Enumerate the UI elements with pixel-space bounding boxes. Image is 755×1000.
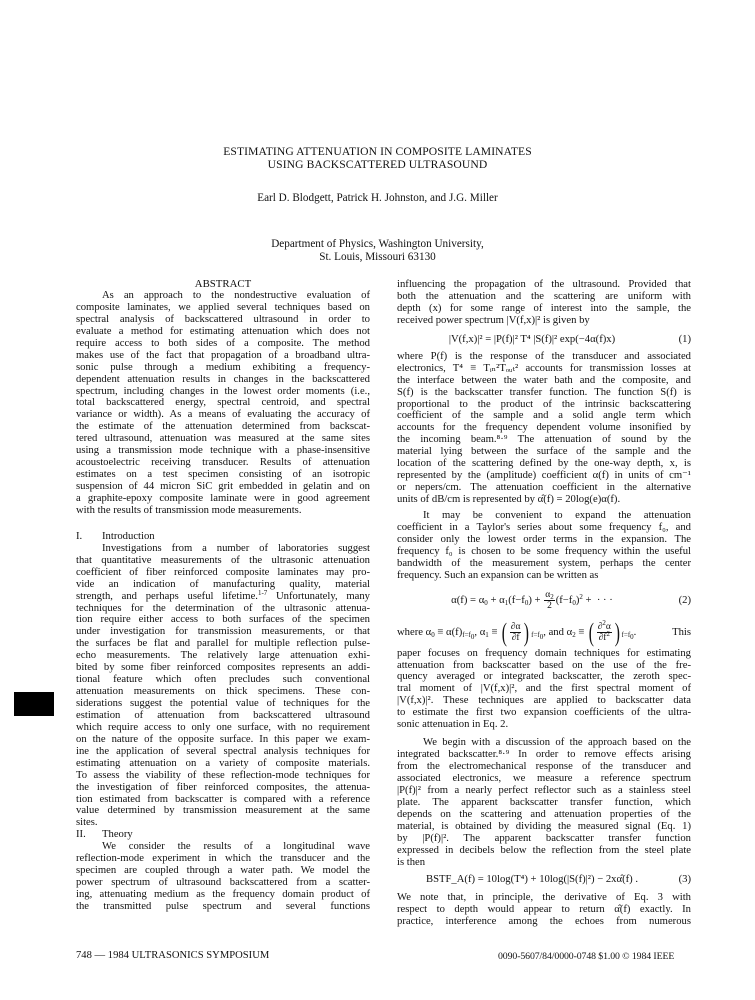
paragraph-4 bbox=[397, 648, 691, 732]
text-line: variance or width). As a means of evaluating the accuracy of bbox=[76, 409, 370, 421]
text-line: estimating attenuation on a variety of composite materials. bbox=[76, 757, 370, 769]
text-line: ine the application of several spectral analysis techniques for bbox=[76, 745, 370, 757]
text-line: sonic attenuation in Eq. 2. bbox=[397, 719, 509, 731]
authors: Earl D. Blodgett, Patrick H. Johnston, and J.G. Miller bbox=[257, 192, 498, 204]
text-line: represented by the (amplitude) coefficient α(f) in units of cm⁻¹ bbox=[397, 470, 691, 482]
theory-body bbox=[76, 841, 370, 913]
text-line: S(f) is the backscatter transfer function. The function S(f) is bbox=[397, 386, 691, 398]
text-line: the incoming beam.⁸·⁹ The attenuation of sound by the bbox=[397, 434, 691, 446]
text-line: material, is obtained by dividing the measured signal (Eq. 1) bbox=[397, 820, 691, 832]
equation-number: (2) bbox=[678, 594, 691, 606]
text-line: that quantitative measurements of the ultrasonic attenuation bbox=[76, 554, 370, 566]
equation-body: |V(f,x)|² = |P(f)|² T⁴ |S(f)|² exp(−4α(f)x) bbox=[448, 333, 616, 345]
text-line: with the results of transmission mode measurements. bbox=[76, 504, 302, 516]
text-line: sonic pulse through a medium exhibiting a frequency- bbox=[76, 361, 370, 373]
footer-copyright: 0090-5607/84/0000-0748 $1.00 © 1984 IEEE bbox=[498, 951, 675, 962]
paragraph-2 bbox=[397, 351, 691, 506]
section-heading-introduction bbox=[76, 531, 370, 543]
introduction-body bbox=[76, 543, 370, 830]
text-line: frequency. Such an expansion can be written as bbox=[397, 569, 599, 581]
text-line: influencing the propagation of the ultrasound. Provided that bbox=[397, 279, 691, 290]
text-line: value determined by transmission measurement at the same bbox=[76, 805, 370, 817]
text-line: practice, interference among the echoes from numerous bbox=[397, 916, 691, 928]
text-line: |V(f,x)|². These techniques are applied to backscatter data bbox=[397, 695, 691, 707]
text-line: to estimate the first two expansion coefficients of the ultra- bbox=[397, 707, 691, 719]
text-line: estimation of attenuation from backscattered ultrasound bbox=[76, 709, 370, 721]
text-line: spectral analysis of backscattered ultrasound in order to bbox=[76, 313, 370, 325]
text-line: respect to depth would appear to return α̂(f) exactly. In bbox=[397, 904, 691, 916]
abstract-heading: ABSTRACT bbox=[194, 278, 252, 290]
text-line: We begin with a discussion of the approach based on the bbox=[423, 737, 691, 749]
left-column bbox=[76, 278, 370, 913]
abstract-body bbox=[76, 290, 370, 517]
text-line: require access to both sides of a composite. The method bbox=[76, 337, 370, 349]
equation-2-definitions: where $\alpha_0 \equiv \alpha(f)_{f=f_0}$, $\alpha_1$ ≡ ( $\frac{\partial\alpha}{\partial f}$ ) $_{f=f_0}$, and $\alpha_2$ ≡ ( $\frac{\partial^2\alpha}{\partial f^2}$ ) $_{f=f_0}$. This bbox=[397, 617, 691, 647]
text-line: attenuation measurements on thick specimens. These con- bbox=[76, 686, 370, 698]
text-line: To assess the viability of these reflection-mode techniques for bbox=[76, 769, 370, 781]
affiliation-line-2: St. Louis, Missouri 63130 bbox=[319, 251, 436, 263]
equation-number: (3) bbox=[678, 874, 691, 886]
text-line: Investigations from a number of laboratories suggest bbox=[102, 542, 370, 554]
text-line: depth (x) for some range of interest into the sample, the bbox=[397, 302, 691, 314]
footer-page-label: 748 — 1984 ULTRASONICS SYMPOSIUM bbox=[76, 950, 270, 961]
text-line: plate. The apparent backscatter transfer function, which bbox=[397, 796, 691, 808]
paragraph-1 bbox=[397, 279, 691, 327]
equation-number: (1) bbox=[678, 333, 691, 345]
paragraph-5 bbox=[397, 737, 691, 868]
text-line: specimen are coupled through a water path. We model the bbox=[76, 865, 370, 877]
text-line: dependent attenuation results in changes in the backscattered bbox=[76, 373, 370, 385]
text-line: acoustoelectric receiving transducer. Results of attenuation bbox=[76, 457, 370, 469]
text-line: We note that, in principle, the derivative of Eq. 3 with bbox=[397, 892, 691, 904]
text-line: echo measurements. The relatively large attenuation exhi- bbox=[76, 650, 370, 662]
text-line: the transmitted pulse spectrum and several functions bbox=[76, 901, 370, 912]
paragraph-6 bbox=[397, 892, 691, 928]
section-number: I. bbox=[76, 530, 83, 542]
text-line: by |P(f)|². The apparent backscatter transfer function bbox=[397, 832, 691, 844]
citation: 1-7 bbox=[257, 588, 268, 597]
text-line: under investigation for transmission measurements, or that bbox=[76, 626, 370, 638]
paragraph-3 bbox=[397, 510, 691, 582]
text-line: units of dB/cm is represented by α̂(f) = 20log(e)α(f). bbox=[397, 494, 621, 505]
text-line: depends on the scattering and attenuation properties of the bbox=[397, 808, 691, 820]
text-line: tered ultrasound, attenuation was measured at the same sites bbox=[76, 433, 370, 445]
text-line: coefficient in a Taylor's series about some frequency f₀, and bbox=[397, 521, 691, 533]
text-line: estimates on a test specimen consisting of an isotropic bbox=[76, 469, 370, 481]
text-line: tion require either access to both surfaces of the specimen bbox=[76, 614, 370, 626]
text-line: bited by some fiber reinforced composites represents an addi- bbox=[76, 662, 370, 674]
text-line: associated electronics, we measure a reference spectrum bbox=[397, 772, 691, 784]
text-line: both the attenuation and the scattering are uniform with bbox=[397, 290, 691, 302]
text-line: makes use of the fact that propagation of a broadband ultra- bbox=[76, 349, 370, 361]
text-line: tional feature which often precludes such conventional bbox=[76, 674, 370, 686]
section-heading-theory bbox=[76, 829, 370, 841]
text-line: We consider the results of a longitudinal wave bbox=[102, 841, 370, 853]
text-line: is then bbox=[397, 856, 426, 868]
text-line: total backscattered energy, spectral centroid, and spectral bbox=[76, 397, 370, 409]
equation-1 bbox=[397, 329, 691, 351]
text-line-with-citation: strength, and perhaps useful lifetime.$^{1-7}$ Unfortunately, many bbox=[76, 588, 370, 602]
text-line: bandwidth of the measurement system, perhaps the center bbox=[397, 557, 691, 569]
text-line: |P(f)|² from a nearly perfect reflector such as a stainless steel bbox=[397, 784, 691, 796]
text-line: coefficient of the sample and a solid angle term which bbox=[397, 410, 691, 422]
text-line: expressed in decibels below the reflection from the steel plate bbox=[397, 844, 691, 856]
text-line: electronics, T⁴ ≡ Tᵢₙ²Tₒᵤₜ² accounts for transmission losses at bbox=[397, 362, 691, 374]
text-line: composite laminates, we applied several techniques based on bbox=[76, 301, 370, 313]
text-line: ing, attenuating medium as the frequency domain product of bbox=[76, 889, 370, 901]
text-line: on the nature of the opposite surface. In this paper we exam- bbox=[76, 733, 370, 745]
text-line: received power spectrum |V(f,x)|² is given by bbox=[397, 314, 590, 326]
text-line: techniques for the determination of the ultrasonic attenua- bbox=[76, 602, 370, 614]
text-line: accounts for the frequency dependent volume insonified by bbox=[397, 422, 691, 434]
equation-body: $\alpha(f) = \alpha_0 + \alpha_1(f-f_0)$ + $\frac{\alpha_2}{2}$ $(f-f_0)^2$ + · · · bbox=[451, 590, 613, 612]
text-line: which require access to only one surface, with no requirement bbox=[76, 721, 370, 733]
equation-3 bbox=[397, 868, 691, 892]
text-line: using a transmission mode technique with a phase-insensitive bbox=[76, 445, 370, 457]
text-line: vide an indication of manufacturing quality, material bbox=[76, 578, 370, 590]
text-line: the interface between the water bath and the composite, and bbox=[397, 374, 691, 386]
text-line: tral moment of |V(f,x)|², and the first spectral moment of bbox=[397, 683, 691, 695]
equation-body: BSTF_A(f) = 10log(T⁴) + 10log(|S(f)|²) − 2xα̂(f) . bbox=[425, 874, 639, 886]
text-line: proportional to the product of the intrinsic backscattering bbox=[397, 398, 691, 410]
text-line: consider only the lowest order terms in the expansion. The bbox=[397, 533, 691, 545]
text-line: paper focuses on frequency domain techniques for estimating bbox=[397, 647, 691, 659]
text-line: the estimate of the attenuation determined from backscat- bbox=[76, 421, 370, 433]
text-line: power spectrum of ultrasound backscattered from a scatter- bbox=[76, 877, 370, 889]
text-line: from the electromechanical response of the transducer and bbox=[397, 761, 691, 772]
text-line: siderations suggest the potential value of techniques for the bbox=[76, 698, 370, 709]
text-line: a graphite-epoxy composite laminate were in good agreement bbox=[76, 492, 370, 504]
paper-title-line-2: USING BACKSCATTERED ULTRASOUND bbox=[267, 158, 488, 171]
text-line: coefficient of fiber reinforced composite laminates may pro- bbox=[76, 566, 370, 578]
text-line: As an approach to the nondestructive evaluation of bbox=[102, 290, 370, 301]
text-line: sites. bbox=[76, 817, 98, 829]
text-line: It may be convenient to expand the attenuation bbox=[423, 509, 691, 521]
paper-title-line-1: ESTIMATING ATTENUATION IN COMPOSITE LAMINATES bbox=[223, 145, 532, 158]
section-title: Theory bbox=[102, 829, 133, 841]
text-line: the investigation of fiber reinforced composites, the attenua- bbox=[76, 781, 370, 793]
text-line: spectrum, including changes in the lowest order moments (i.e., bbox=[76, 385, 370, 397]
text-line: tion estimated from backscatter is compared with a reference bbox=[76, 793, 370, 805]
text-line: material lying between the surface of the sample and the bbox=[397, 446, 691, 458]
right-column bbox=[397, 279, 691, 928]
text-line: evaluate a method for estimating attenuation which does not bbox=[76, 325, 370, 337]
text-line: location of the scattering defined by the one-way depth, x, is bbox=[397, 458, 691, 470]
black-redaction-box bbox=[14, 692, 54, 716]
text-line: or nepers/cm. The attenuation coefficient in the alternative bbox=[397, 482, 691, 494]
text-line: the surfaces be flat and parallel for multiple reflection pulse- bbox=[76, 638, 370, 650]
equation-2 bbox=[397, 584, 691, 618]
text-line: quency averaged or integrated backscatter, the zeroth spec- bbox=[397, 671, 691, 683]
text-line: frequency f₀ is chosen to be some frequency within the useful bbox=[397, 545, 691, 557]
text-line: where P(f) is the response of the transducer and associated bbox=[397, 350, 691, 362]
text-line: suspension of 44 micron SiC grit embedded in gelatin and on bbox=[76, 481, 370, 492]
section-number: II. bbox=[76, 829, 86, 841]
text-line: attenuation from backscatter based on the use of the fre- bbox=[397, 659, 691, 671]
fraction: $\frac{\alpha_2}{2}$ bbox=[545, 590, 554, 612]
text-line: integrated backscatter.⁸·⁹ In order to remove effects arising bbox=[397, 749, 691, 761]
section-title: Introduction bbox=[102, 530, 155, 542]
affiliation-line-1: Department of Physics, Washington University, bbox=[271, 238, 484, 250]
text-line: reflection-mode experiment in which the transducer and the bbox=[76, 853, 370, 865]
